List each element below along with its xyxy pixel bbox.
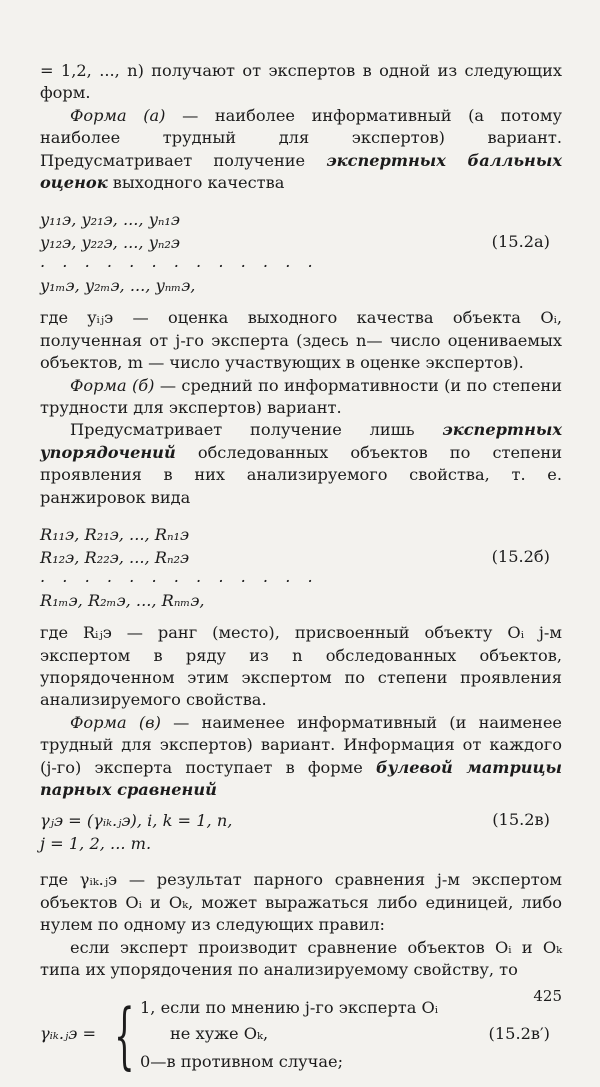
paragraph-intro: = 1,2, ..., n) получают от экспертов в одной из следующих форм.	[40, 61, 562, 103]
paragraph-rule: если эксперт производит сравнение объектов Oᵢ и Oₖ типа их упорядочения по анализируемому свойству, то	[40, 937, 562, 979]
term-ballnye-otsenki: экспертных балльных оценок	[40, 150, 562, 193]
paragraph-form-b: Форма (б) — средний по информативности (и по степени трудности для экспертов) вариант.	[40, 375, 562, 418]
form-a-label: Форма (а)	[70, 105, 166, 125]
paragraph-form-c: Форма (в) — наименее информативный (и наименее трудный для экспертов) вариант. Информация от каждого (j-го) эксперта поступает в форме булевой матрицы парных сравнений	[40, 712, 563, 799]
equation-15-2a	[40, 208, 562, 297]
term-uporyadocheniya: экспертных упорядочений	[40, 420, 562, 462]
paragraph-where-c: где γᵢₖ.ⱼэ — результат парного сравнения j-м экспертом объектов Oᵢ и Oₖ, может выражаться либо единицей, либо нулем по одному из следующих правил:	[40, 870, 562, 935]
eq-a-row1: y₁₁э, y₂₁э, ..., yₙ₁э	[40, 210, 180, 230]
equation-number-b: (15.2б)	[491, 547, 550, 567]
equation-number-v-prime: (15.2в′)	[488, 1024, 550, 1044]
paragraph-form-b-cont: Предусматривает получение лишь экспертных упорядочений обследованных объектов по степени проявления в них анализируемого свойства, т. е. ранжировок вида	[40, 420, 562, 507]
equation-15-2v	[40, 809, 562, 855]
eq-d-case3: 0—в противном случае;	[140, 1052, 344, 1072]
form-c-label: Форма (в)	[70, 712, 161, 732]
eq-c-row1: γⱼэ = (γᵢₖ.ⱼэ), i, k = 1, n,	[40, 811, 233, 831]
eq-b-row1: R₁₁э, R₂₁э, ..., Rₙ₁э	[40, 525, 190, 545]
equation-15-2b	[40, 523, 562, 612]
equation-15-2v-prime	[40, 993, 562, 1087]
paragraph-form-a: Форма (а) — наиболее информативный (а потому наиболее трудный для экспертов) вариант. Предусматривает получение экспертных балльных оценок выходного качества	[40, 105, 562, 193]
eq-a-row2: y₁₂э, y₂₂э, ..., yₙ₂э	[40, 233, 180, 253]
equation-number-a: (15.2а)	[491, 232, 550, 252]
eq-d-case2: не хуже Oₖ,	[170, 1024, 269, 1044]
eq-a-row3: y₁ₘэ, y₂ₘэ, ..., yₙₘэ,	[40, 276, 196, 296]
paragraph-where-b: где Rᵢⱼэ — ранг (место), присвоенный объекту Oᵢ j-м экспертом в ряду из n обследованных объектов, упорядоченном этим экспертом по степени проявления анализируемого свойства.	[40, 623, 562, 710]
eq-b-dots: . . . . . . . . . . . . .	[40, 567, 319, 587]
term-bulevaya-matritsa: булевой матрицы парных сравнений	[40, 757, 563, 799]
form-b-label: Форма (б)	[70, 375, 155, 395]
page-number: 425	[533, 987, 562, 1005]
eq-c-row2: j = 1, 2, ... m.	[40, 834, 152, 854]
eq-b-row3: R₁ₘэ, R₂ₘэ, ..., Rₙₘэ,	[40, 591, 205, 611]
eq-d-case1: 1, если по мнению j-го эксперта Oᵢ	[140, 998, 439, 1018]
equation-number-v: (15.2в)	[492, 810, 550, 830]
eq-b-row2: R₁₂э, R₂₂э, ..., Rₙ₂э	[40, 548, 190, 568]
paragraph-where-a: где yᵢⱼэ — оценка выходного качества объекта Oᵢ, полученная от j-го эксперта (здесь n— число оцениваемых объектов, m — число участвующих в оценке экспертов).	[40, 308, 562, 373]
brace-symbol: {	[114, 993, 135, 1078]
eq-a-dots: . . . . . . . . . . . . .	[40, 252, 319, 272]
eq-d-lhs: γᵢₖ.ⱼэ =	[40, 1024, 97, 1044]
